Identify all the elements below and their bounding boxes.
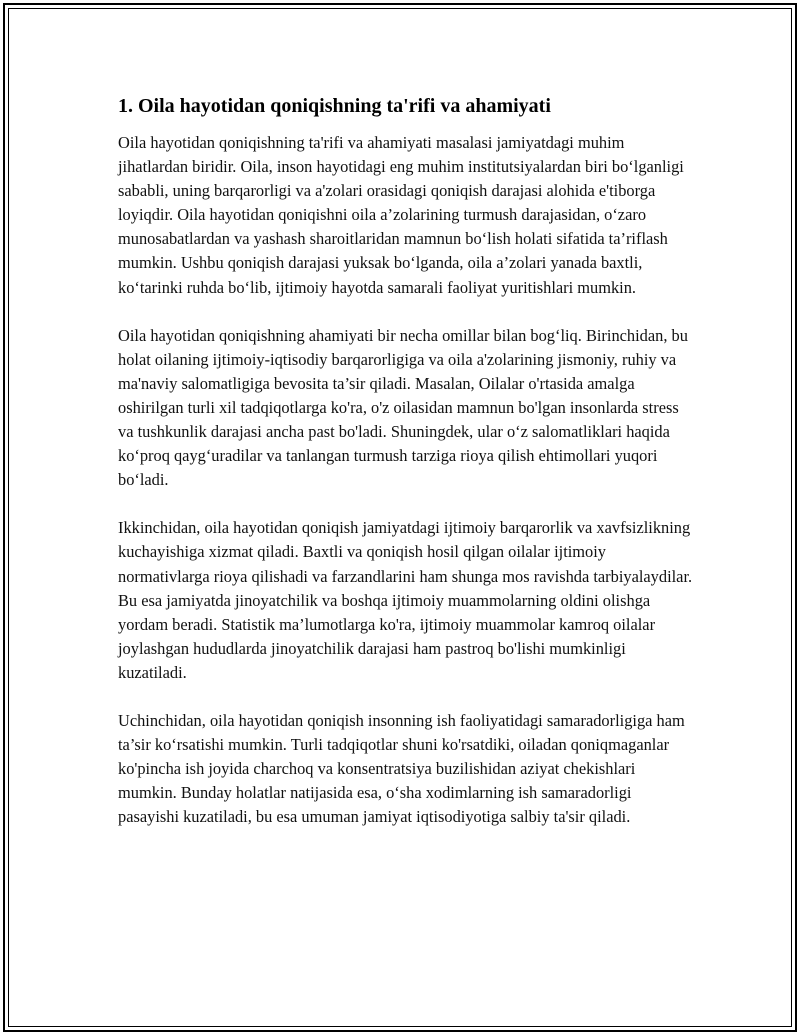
section-heading: 1. Oila hayotidan qoniqishning ta'rifi va ahamiyati [118, 95, 551, 117]
paragraph-definition: Oila hayotidan qoniqishning ta'rifi va ahamiyati masalasi jamiyatdagi muhim jihatlardan biridir. Oila, inson hayotidagi eng muhim institutsiyalardan biri bo‘lganligi sababli, uning barqarorligi va a'zolari orasidagi qoniqish darajasi alohida e'tiborga loyiqdir. Oila hayotidan qoniqishni oila a’zolarining turmush darajasidan, o‘zaro munosabatlardan va yashash sharoitlaridan mamnun bo‘lish holati sifatida ta’riflash mumkin. Ushbu qoniqish darajasi yuksak bo‘lganda, oila a’zolari yanada baxtli, ko‘tarinki ruhda bo‘lib, ijtimoiy hayotda samarali faoliyat yuritishlari mumkin. [118, 133, 684, 297]
document-body [118, 92, 696, 853]
paragraph-work-productivity: Uchinchidan, oila hayotidan qoniqish insonning ish faoliyatidagi samaradorligiga ham ta’sir ko‘rsatishi mumkin. Turli tadqiqotlar shuni ko'rsatdiki, oiladan qoniqmaganlar ko'pincha ish joyida charchoq va konsentratsiya buzilishidan aziyat chekishlari mumkin. Bunday holatlar natijasida esa, o‘sha xodimlarning ish samaradorligi pasayishi kuzatiladi, bu esa umuman jamiyat iqtisodiyotiga salbiy ta'sir qiladi. [118, 710, 685, 827]
paragraph-importance: Oila hayotidan qoniqishning ahamiyati bir necha omillar bilan bog‘liq. Birinchidan, bu holat oilaning ijtimoiy-iqtisodiy barqarorligiga va oila a'zolarining jismoniy, ruhiy va ma'naviy salomatligiga bevosita ta’sir qiladi. Masalan, Oilalar o'rtasida amalga oshirilgan turli xil tadqiqotlarga ko'ra, o'z oilasidan mamnun bo'lgan insonlarda stress va tushkunlik darajasi ancha past bo'ladi. Shuningdek, ular o‘z salomatliklari haqida ko‘proq qayg‘uradilar va tanlangan turmush tarziga rioya qilish ehtimollari yuqori bo‘ladi. [118, 325, 688, 490]
paragraph-social-stability: Ikkinchidan, oila hayotidan qoniqish jamiyatdagi ijtimoiy barqarorlik va xavfsizlikning kuchayishiga xizmat qiladi. Baxtli va qoniqish hosil qilgan oilalar ijtimoiy normativlarga rioya qilishadi va farzandlarini ham shunga mos ravishda tarbiyalaydilar. Bu esa jamiyatda jinoyatchilik va boshqa ijtimoiy muammolarning oldini olishga yordam beradi. Statistik ma’lumotlarga ko'ra, ijtimoiy muammolar kamroq oilalar joylashgan hududlarda jinoyatchilik darajasi ham pastroq bo'lishi mumkinligi kuzatiladi. [118, 518, 693, 682]
